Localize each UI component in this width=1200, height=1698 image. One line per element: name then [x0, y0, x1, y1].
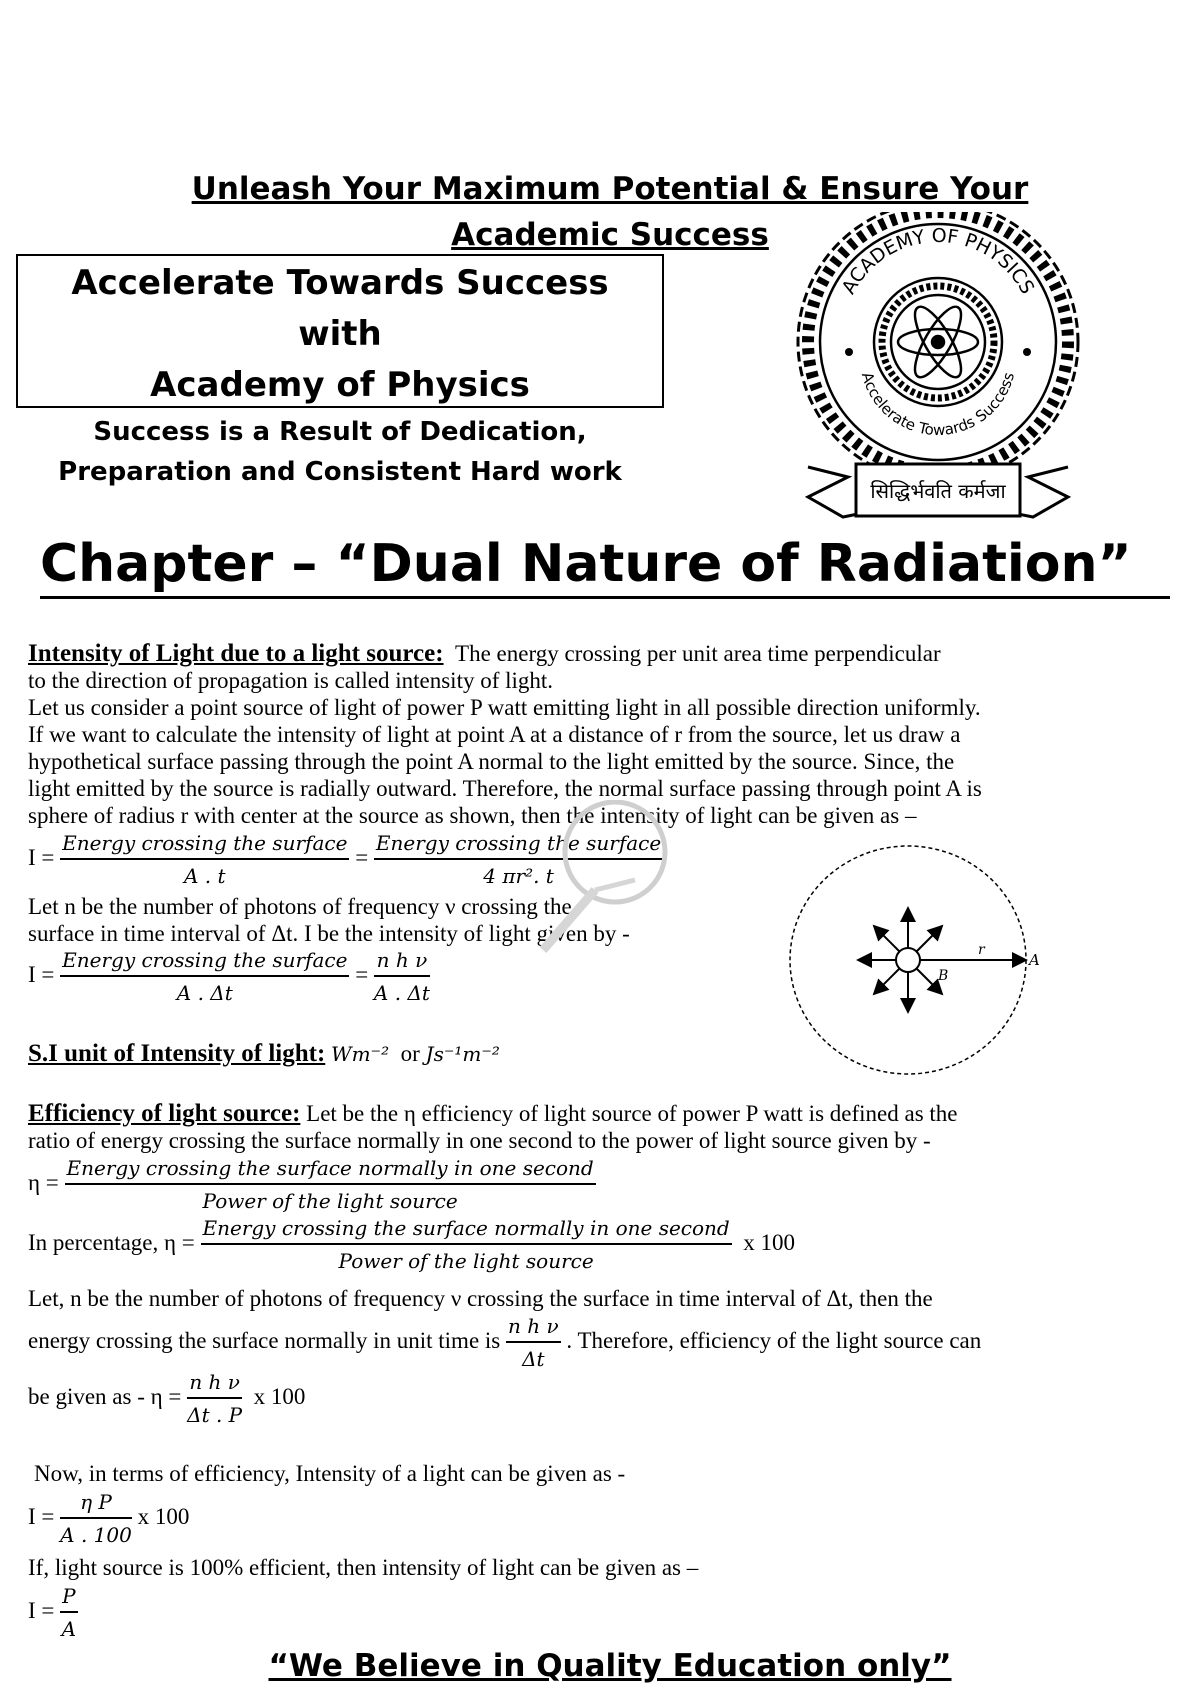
label-a: A	[1029, 951, 1040, 969]
hundred-percent-line: If, light source is 100% efficient, then intensity of light can be given as –	[28, 1555, 699, 1580]
fraction: $\frac{\text{Energy crossing the surface normally in one second}}{\text{Power of the light source}}$	[66, 1156, 594, 1213]
intensity-line: light emitted by the source is radially outward. Therefore, the normal surface passing through point A is	[28, 776, 982, 801]
photon-line: surface in time interval of Δt. I be the intensity of light given by -	[28, 921, 630, 946]
tagline: Unleash Your Maximum Potential & Ensure Your Academic Success	[191, 171, 1029, 253]
fraction: $\frac{\text{n h ν}}{A . \Delta t}$	[373, 948, 430, 1005]
fraction: $\frac{\text{n h ν}}{\Delta t}$	[508, 1314, 559, 1371]
ribbon-banner	[808, 464, 1068, 517]
efficiency-given-line: be given as - η = $\frac{\text{n h ν}}{\Delta t . P}$ x 100	[28, 1370, 306, 1427]
footer-slogan: “We Believe in Quality Education only”	[268, 1648, 952, 1684]
si-unit-or: or	[400, 1041, 420, 1066]
intensity-line: If we want to calculate the intensity of light at point A at a distance of r from the source, let us draw a	[28, 722, 961, 747]
chapter-title: Chapter – “Dual Nature of Radiation”	[40, 532, 1170, 599]
fraction: $\frac{P}{A}$	[61, 1584, 77, 1641]
fraction: $\frac{\text{Energy crossing the surface}}{A . \Delta t}$	[62, 948, 348, 1005]
efficiency-energy-line: energy crossing the surface normally in unit time is $\frac{\text{n h ν}}{\Delta t}$ . Therefore, efficiency of the light source can	[28, 1314, 982, 1371]
si-unit-value1: Wm⁻²	[331, 1042, 390, 1066]
fraction: $\frac{\text{η P}}{A . 100}$	[60, 1490, 132, 1547]
title-box-line1: Accelerate Towards Success	[71, 263, 609, 303]
photon-line: Let n be the number of photons of frequency ν crossing the	[28, 894, 572, 919]
light-source	[896, 948, 920, 972]
atom-icon	[898, 301, 978, 383]
radiation-arrows	[858, 908, 1026, 1012]
efficiency-equation-percent: In percentage, η = $\frac{\text{Energy crossing the surface normally in one second}}{\text{Power of the light source}}$ x 100	[28, 1216, 795, 1273]
intensity-heading: Intensity of Light due to a light source:	[28, 640, 444, 667]
efficiency-photon-line: Let, n be the number of photons of frequency ν crossing the surface in time interval of Δt, then the	[28, 1286, 933, 1311]
motto	[20, 412, 660, 492]
fraction: $\frac{\text{Energy crossing the surface}}{A . t}$	[62, 831, 348, 888]
efficiency-section: Efficiency of light source: Let be the η efficiency of light source of power P watt is defined as the ratio of energy crossing the surface normally in one second to the power of light source given by -	[28, 1100, 958, 1153]
academy-logo	[768, 212, 1108, 542]
si-unit-value2: Js⁻¹m⁻²	[425, 1042, 500, 1066]
fraction: $\frac{\text{n h ν}}{\Delta t . P}$	[187, 1370, 243, 1427]
logo-ring-text: ACADEMY OF PHYSICS	[837, 224, 1039, 298]
intensity-line: Let us consider a point source of light of power P watt emitting light in all possible direction uniformly.	[28, 695, 981, 720]
efficiency-equation-1: η = $\frac{\text{Energy crossing the surface normally in one second}}{\text{Power of the light source}}$	[28, 1156, 594, 1213]
intensity-line: hypothetical surface passing through the point A normal to the light emitted by the source. Since, the	[28, 749, 955, 774]
title-box-line2: with	[298, 314, 382, 354]
title-box-line3: Academy of Physics	[150, 365, 530, 405]
fraction: $\frac{\text{Energy crossing the surface normally in one second}}{\text{Power of the light source}}$	[202, 1216, 730, 1273]
intensity-line: sphere of radius r with center at the source as shown, then the intensity of light can be given as –	[28, 803, 917, 828]
watermark-logo	[525, 800, 685, 960]
efficiency-heading: Efficiency of light source:	[28, 1100, 301, 1127]
si-unit-heading: S.I unit of Intensity of light:	[28, 1040, 326, 1067]
intensity-line: to the direction of propagation is called intensity of light.	[28, 668, 554, 693]
logo-inner-text: Accelerate Towards Success	[857, 370, 1019, 440]
intensity-simple-equation: I = $\frac{P}{A}$	[28, 1584, 77, 1641]
motto-line1: Success is a Result of Dedication,	[93, 417, 587, 447]
sphere-diagram	[778, 840, 1040, 1080]
label-r: r	[978, 942, 985, 958]
si-unit	[28, 1040, 500, 1068]
motto-line2: Preparation and Consistent Hard work	[58, 457, 622, 487]
intensity-efficiency-equation: I = $\frac{\text{η P}}{A . 100}$ x 100	[28, 1490, 190, 1547]
fraction: $\frac{\text{Energy crossing the surface}}{\text{4 πr². t}}$	[375, 831, 662, 888]
intensity-efficiency-line: Now, in terms of efficiency, Intensity of a light can be given as -	[34, 1461, 626, 1486]
title-box	[16, 254, 664, 408]
label-b: B	[938, 968, 949, 984]
intensity-line: The energy crossing per unit area time perpendicular	[455, 641, 941, 666]
intensity-equation-2: I = $\frac{\text{Energy crossing the surface}}{A . \Delta t}$ = $\frac{\text{n h ν}}{A . \Delta t}$	[28, 948, 430, 1005]
intensity-equation-1: I = $\frac{\text{Energy crossing the surface}}{A . t}$ = $\frac{\text{Energy crossing the surface}}{\text{4 πr². t}}$	[28, 831, 662, 888]
logo-banner-text: सिद्धिर्भवति कर्मजा	[870, 479, 1006, 503]
